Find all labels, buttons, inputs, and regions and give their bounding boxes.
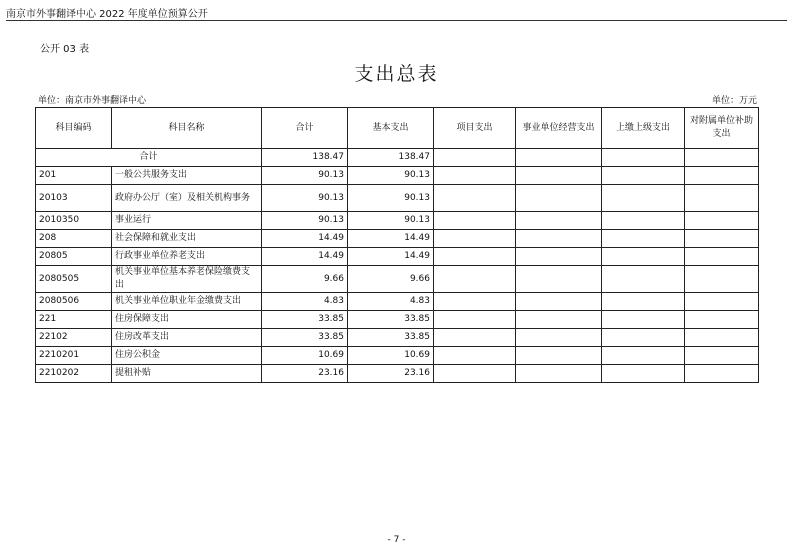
expenditure-table — [35, 107, 759, 383]
empty-cell — [516, 212, 602, 230]
table-row — [36, 230, 759, 248]
row-total: 4.83 — [262, 293, 348, 311]
total-amount: 138.47 — [262, 149, 348, 167]
empty-cell — [434, 230, 516, 248]
row-basic: 33.85 — [348, 329, 434, 347]
table-header-row — [36, 108, 759, 149]
row-code: 20103 — [36, 185, 112, 212]
col-header-business: 事业单位经营支出 — [516, 108, 602, 149]
row-basic: 14.49 — [348, 230, 434, 248]
empty-cell — [602, 212, 685, 230]
row-basic: 23.16 — [348, 365, 434, 383]
empty-cell — [434, 185, 516, 212]
row-total: 33.85 — [262, 329, 348, 347]
empty-cell — [434, 266, 516, 293]
row-name: 机关事业单位职业年金缴费支出 — [112, 293, 262, 311]
empty-cell — [516, 347, 602, 365]
empty-cell — [602, 329, 685, 347]
col-header-superior: 上缴上级支出 — [602, 108, 685, 149]
table-total-row — [36, 149, 759, 167]
row-total: 23.16 — [262, 365, 348, 383]
currency-unit: 单位：万元 — [711, 96, 757, 106]
row-name: 住房保障支出 — [112, 311, 262, 329]
empty-cell — [602, 149, 685, 167]
row-total: 90.13 — [262, 167, 348, 185]
empty-cell — [434, 347, 516, 365]
empty-cell — [685, 185, 759, 212]
table-row — [36, 185, 759, 212]
empty-cell — [685, 293, 759, 311]
row-total: 90.13 — [262, 212, 348, 230]
row-basic: 90.13 — [348, 185, 434, 212]
empty-cell — [516, 149, 602, 167]
empty-cell — [434, 149, 516, 167]
table-row — [36, 266, 759, 293]
row-total: 10.69 — [262, 347, 348, 365]
row-code: 208 — [36, 230, 112, 248]
row-name: 社会保障和就业支出 — [112, 230, 262, 248]
row-code: 2010350 — [36, 212, 112, 230]
col-header-code: 科目编码 — [36, 108, 112, 149]
empty-cell — [434, 365, 516, 383]
table-row — [36, 212, 759, 230]
row-code: 221 — [36, 311, 112, 329]
empty-cell — [434, 167, 516, 185]
row-code: 2080506 — [36, 293, 112, 311]
table-row — [36, 293, 759, 311]
empty-cell — [516, 293, 602, 311]
page-title: 支出总表 — [354, 63, 439, 85]
empty-cell — [602, 311, 685, 329]
total-basic: 138.47 — [348, 149, 434, 167]
table-row — [36, 329, 759, 347]
table-row — [36, 311, 759, 329]
page-number: - 7 - — [387, 535, 406, 545]
row-code: 2080505 — [36, 266, 112, 293]
empty-cell — [685, 365, 759, 383]
empty-cell — [602, 293, 685, 311]
empty-cell — [516, 365, 602, 383]
row-code: 22102 — [36, 329, 112, 347]
empty-cell — [516, 230, 602, 248]
empty-cell — [516, 311, 602, 329]
empty-cell — [602, 347, 685, 365]
empty-cell — [685, 149, 759, 167]
document-header: 南京市外事翻译中心 2022 年度单位预算公开 — [6, 9, 208, 20]
col-header-subsidiary: 对附属单位补助支出 — [685, 108, 759, 149]
col-header-project: 项目支出 — [434, 108, 516, 149]
row-total: 14.49 — [262, 230, 348, 248]
empty-cell — [685, 248, 759, 266]
empty-cell — [602, 365, 685, 383]
empty-cell — [602, 248, 685, 266]
row-basic: 10.69 — [348, 347, 434, 365]
empty-cell — [516, 329, 602, 347]
unit-name: 单位：南京市外事翻译中心 — [38, 96, 147, 106]
empty-cell — [602, 167, 685, 185]
total-label: 合计 — [36, 149, 262, 167]
row-name: 提租补贴 — [112, 365, 262, 383]
empty-cell — [685, 311, 759, 329]
empty-cell — [434, 329, 516, 347]
row-basic: 9.66 — [348, 266, 434, 293]
col-header-name: 科目名称 — [112, 108, 262, 149]
empty-cell — [516, 167, 602, 185]
empty-cell — [516, 266, 602, 293]
empty-cell — [685, 347, 759, 365]
empty-cell — [516, 248, 602, 266]
empty-cell — [685, 230, 759, 248]
row-name: 住房公积金 — [112, 347, 262, 365]
row-name: 政府办公厅（室）及相关机构事务 — [112, 185, 262, 212]
row-basic: 14.49 — [348, 248, 434, 266]
row-name: 机关事业单位基本养老保险缴费支出 — [112, 266, 262, 293]
empty-cell — [434, 311, 516, 329]
col-header-total: 合计 — [262, 108, 348, 149]
empty-cell — [602, 230, 685, 248]
empty-cell — [434, 293, 516, 311]
row-code: 2210202 — [36, 365, 112, 383]
empty-cell — [602, 185, 685, 212]
table-row — [36, 365, 759, 383]
empty-cell — [434, 212, 516, 230]
row-name: 一般公共服务支出 — [112, 167, 262, 185]
table-row — [36, 248, 759, 266]
row-basic: 90.13 — [348, 167, 434, 185]
row-name: 事业运行 — [112, 212, 262, 230]
empty-cell — [685, 167, 759, 185]
table-row — [36, 347, 759, 365]
row-total: 33.85 — [262, 311, 348, 329]
empty-cell — [685, 266, 759, 293]
row-total: 14.49 — [262, 248, 348, 266]
row-total: 90.13 — [262, 185, 348, 212]
row-code: 2210201 — [36, 347, 112, 365]
row-basic: 33.85 — [348, 311, 434, 329]
header-rule — [6, 20, 787, 21]
empty-cell — [602, 266, 685, 293]
col-header-basic: 基本支出 — [348, 108, 434, 149]
form-number: 公开 03 表 — [40, 44, 90, 55]
row-code: 20805 — [36, 248, 112, 266]
row-name: 住房改革支出 — [112, 329, 262, 347]
row-basic: 90.13 — [348, 212, 434, 230]
row-code: 201 — [36, 167, 112, 185]
row-total: 9.66 — [262, 266, 348, 293]
row-name: 行政事业单位养老支出 — [112, 248, 262, 266]
empty-cell — [434, 248, 516, 266]
empty-cell — [685, 212, 759, 230]
empty-cell — [516, 185, 602, 212]
table-row — [36, 167, 759, 185]
row-basic: 4.83 — [348, 293, 434, 311]
empty-cell — [685, 329, 759, 347]
